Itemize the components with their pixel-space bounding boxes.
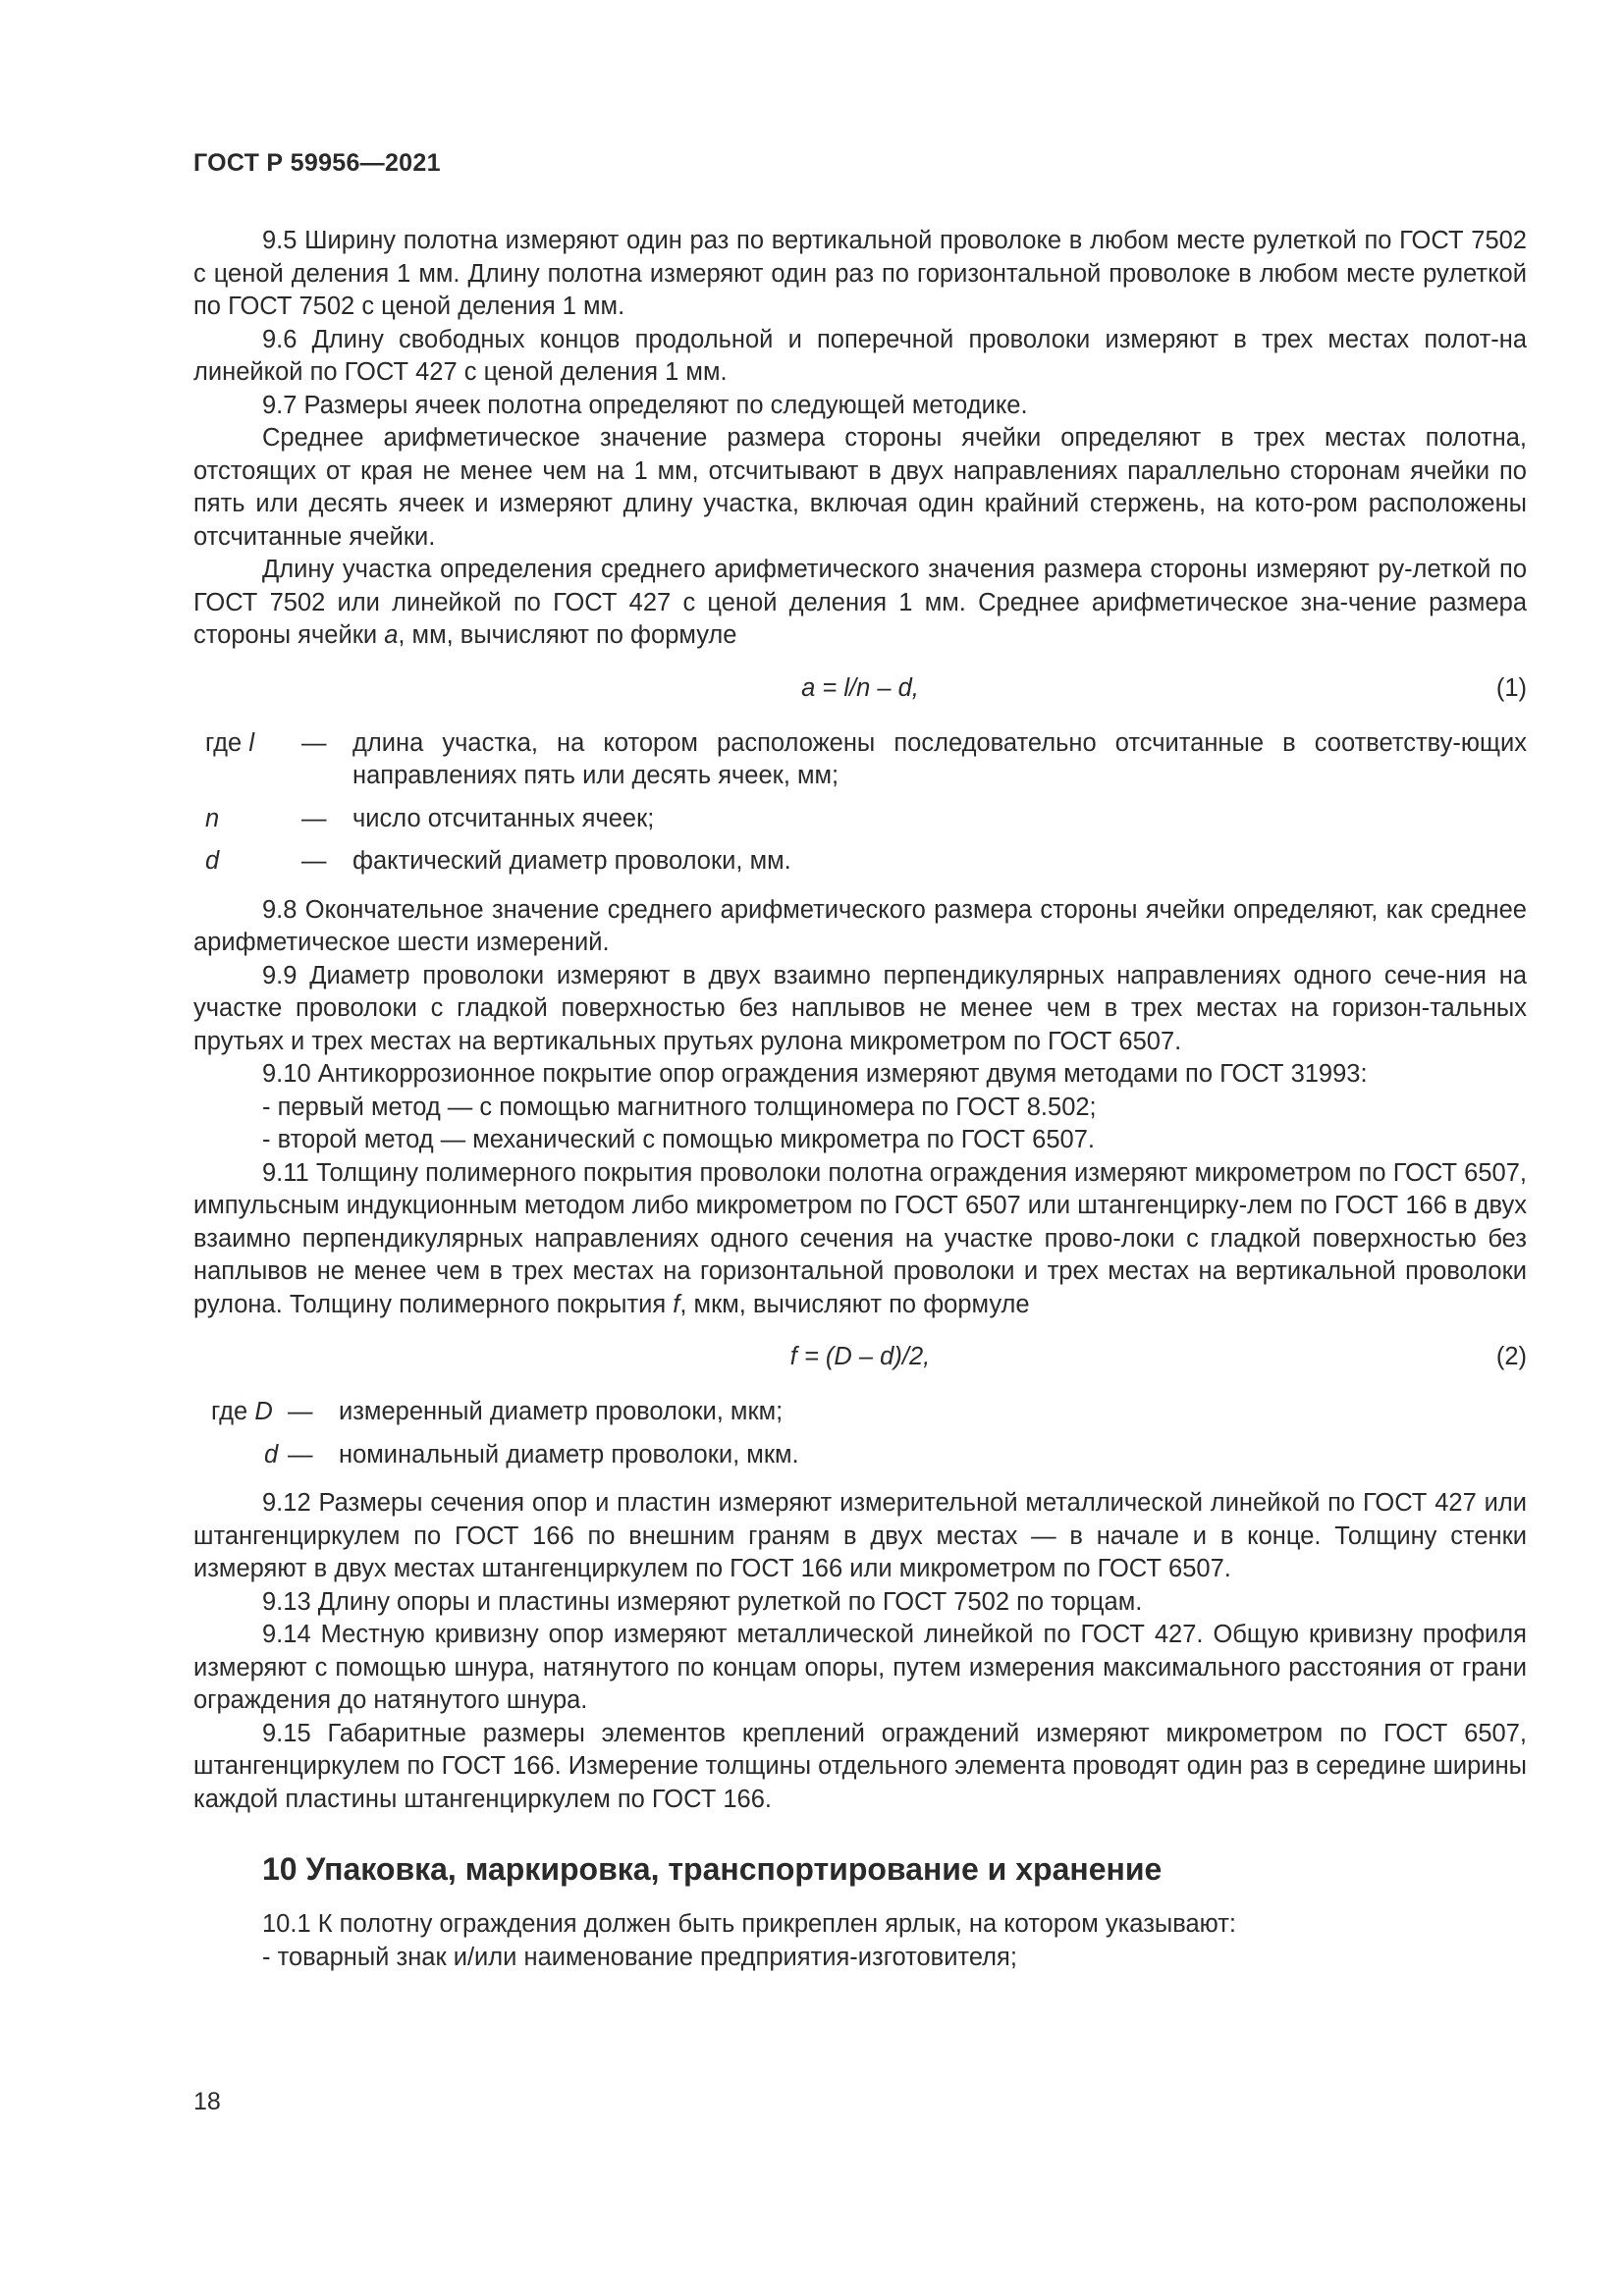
formula-1 xyxy=(193,672,1527,706)
paragraph-10-1: 10.1 К полотну ограждения должен быть прикреплен ярлык, на котором указывают: xyxy=(262,1910,1236,1938)
document-body xyxy=(193,225,1527,1974)
list-item-trademark: - товарный знак и/или наименование предприятия-изготовителя; xyxy=(262,1943,1017,1971)
paragraph-9-9: 9.9 Диаметр проволоки измеряют в двух взаимно перпендикулярных направлениях одного сече-ния на участке проволоки с гладкой поверхностью без наплывов не менее чем в трех местах на горизон-тальных прутьях и трех местах на вертикальных прутьях рулона микрометром по ГОСТ 6507. xyxy=(193,961,1527,1055)
definition-symbol: где D xyxy=(211,1398,273,1425)
paragraph-9-6: 9.6 Длину свободных концов продольной и поперечной проволоки измеряют в трех местах полот-на линейкой по ГОСТ 427 с ценой деления 1 мм. xyxy=(193,325,1527,386)
definition-row xyxy=(193,845,1527,879)
formula-1-definitions xyxy=(193,727,1527,879)
formula-2-definitions xyxy=(193,1396,1527,1471)
definition-text: число отсчитанных ячеек; xyxy=(352,804,655,832)
definition-symbol: d xyxy=(205,847,220,875)
paragraph-9-5: 9.5 Ширину полотна измеряют один раз по вертикальной проволоке в любом месте рулеткой по ГОСТ 7502 с ценой деления 1 мм. Длину полотна измеряют один раз по горизонтальной проволоке в любом месте рулеткой по ГОСТ 7502 с ценой деления 1 мм. xyxy=(193,227,1527,320)
list-item-method-1: - первый метод — с помощью магнитного толщиномера по ГОСТ 8.502; xyxy=(262,1093,1097,1121)
definition-dash: — xyxy=(301,728,327,757)
page-number: 18 xyxy=(193,2088,221,2115)
paragraph-9-10: 9.10 Антикоррозионное покрытие опор ограждения измеряют двумя методами по ГОСТ 31993: xyxy=(262,1060,1368,1088)
paragraph-9-7: 9.7 Размеры ячеек полотна определяют по следующей методике. xyxy=(262,391,1028,419)
formula-2-expression: f = (D – d)/2, xyxy=(789,1343,931,1370)
paragraph-9-7-measure: Длину участка определения среднего арифметического значения размера стороны измеряют ру-леткой по ГОСТ 7502 или линейкой по ГОСТ 427 с ценой деления 1 мм. Среднее арифметическое зна-чение размера стороны ячейки a, мм, вычисляют по формуле xyxy=(193,556,1527,649)
paragraph-9-14: 9.14 Местную кривизну опор измеряют металлической линейкой по ГОСТ 427. Общую кривизну профиля измеряют с помощью шнура, натянутого по концам опоры, путем измерения максимального расстояния от грани ограждения до натянутого шнура. xyxy=(193,1621,1527,1714)
formula-1-expression: a = l/n – d, xyxy=(801,673,919,702)
definition-symbol: где l xyxy=(205,728,254,757)
definition-row xyxy=(193,1396,1527,1429)
definition-dash: — xyxy=(288,1398,313,1425)
formula-2-number: (2) xyxy=(1495,1343,1527,1370)
definition-dash: — xyxy=(288,1440,313,1468)
paragraph-9-15: 9.15 Габаритные размеры элементов креплений ограждений измеряют микрометром по ГОСТ 6507, штангенциркулем по ГОСТ 166. Измерение толщины отдельного элемента проводят один раз в середине ширины каждой пластины штангенциркулем по ГОСТ 166. xyxy=(193,1719,1527,1813)
paragraph-9-11: 9.11 Толщину полимерного покрытия проволоки полотна ограждения измеряют микрометром по ГОСТ 6507, импульсным индукционным методом либо микрометром по ГОСТ 6507 или штангенцирку-лем по ГОСТ 166 в двух взаимно перпендикулярных направлениях одного сечения на участке прово-локи с гладкой поверхностью без наплывов не менее чем в трех местах на горизонтальной проволоки и трех местах на вертикальной проволоки рулона. Толщину полимерного покрытия f, мкм, вычисляют по формуле xyxy=(193,1158,1527,1318)
definition-row xyxy=(193,727,1527,793)
definition-text: фактический диаметр проволоки, мм. xyxy=(352,847,791,875)
paragraph-9-12: 9.12 Размеры сечения опор и пластин измеряют измерительной металлической линейкой по ГОСТ 427 или штангенциркулем по ГОСТ 166 по внешним граням в двух местах — в начале и в конце. Толщину стенки измеряют в двух местах штангенциркулем по ГОСТ 166 или микрометром по ГОСТ 6507. xyxy=(193,1489,1527,1582)
document-header: ГОСТ Р 59956—2021 xyxy=(193,149,441,177)
formula-2 xyxy=(193,1341,1527,1374)
formula-1-number: (1) xyxy=(1495,673,1527,702)
paragraph-9-8: 9.8 Окончательное значение среднего арифметического размера стороны ячейки определяют, как среднее арифметическое шести измерений. xyxy=(193,895,1527,956)
definition-text: измеренный диаметр проволоки, мкм; xyxy=(339,1398,784,1425)
definition-text: номинальный диаметр проволоки, мкм. xyxy=(339,1440,799,1468)
list-item-method-2: - второй метод — механический с помощью микрометра по ГОСТ 6507. xyxy=(262,1126,1095,1153)
paragraph-9-13: 9.13 Длину опоры и пластины измеряют рулеткой по ГОСТ 7502 по торцам. xyxy=(262,1587,1143,1616)
definition-text: длина участка, на котором расположены последовательно отсчитанные в соответству-ющих направлениях пять или десять ячеек, мм; xyxy=(352,728,1527,789)
section-10-heading: 10 Упаковка, маркировка, транспортирование и хранение xyxy=(262,1851,1163,1887)
definition-symbol: n xyxy=(205,804,220,832)
definition-symbol: d xyxy=(264,1440,279,1468)
paragraph-9-7-method: Среднее арифметическое значение размера стороны ячейки определяют в трех местах полотна, отстоящих от края не менее чем на 1 мм, отсчитывают в двух направлениях параллельно сторонам ячейки по пять или десять ячеек и измеряют длину участка, включая один крайний стержень, на кото-ром расположены отсчитанные ячейки. xyxy=(193,424,1527,551)
definition-row xyxy=(193,803,1527,836)
definition-dash: — xyxy=(301,847,327,875)
definition-dash: — xyxy=(301,804,327,832)
definition-row xyxy=(193,1439,1527,1472)
